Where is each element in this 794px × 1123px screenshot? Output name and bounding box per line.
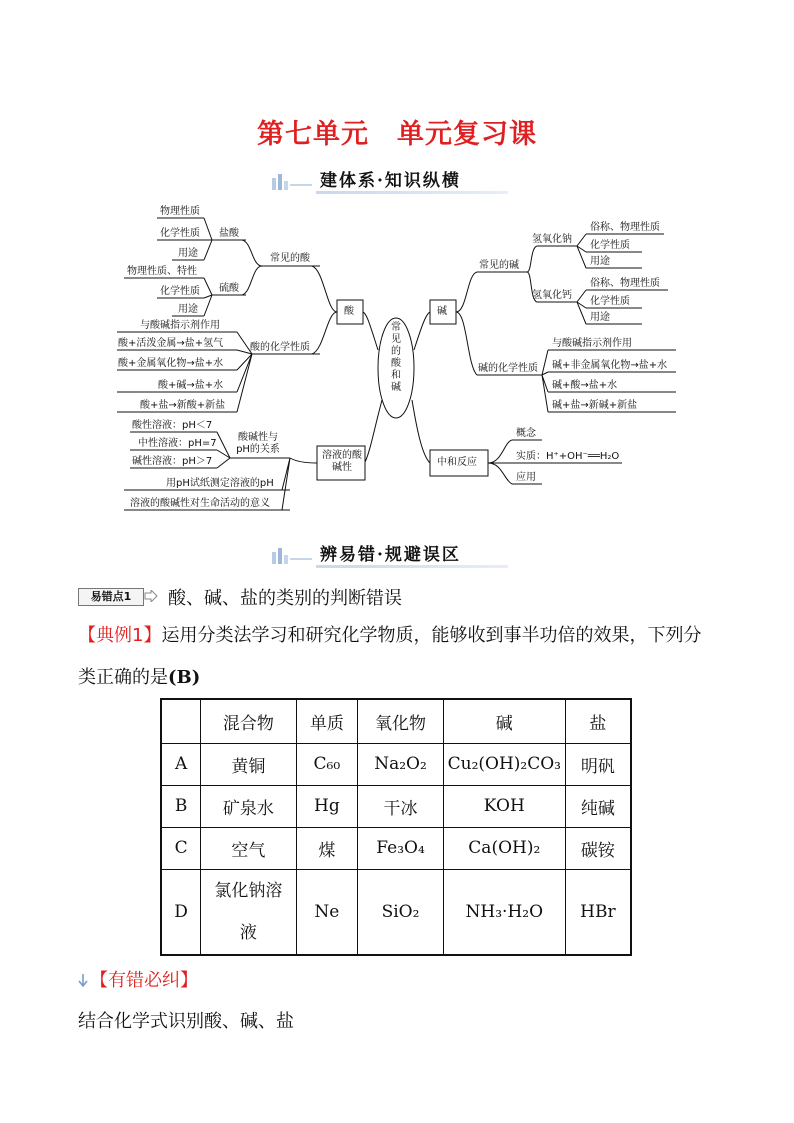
mm-hcl-item: 化学性质 [160, 228, 200, 239]
table-cell: Cu₂(OH)₂CO₃ [443, 743, 565, 785]
page-title: 第七单元 单元复习课 [257, 119, 537, 150]
mm-hcl-item: 物理性质 [160, 206, 200, 217]
mm-neutralization: 中和反应 [437, 457, 477, 468]
mm-base: 碱 [437, 306, 447, 317]
mm-neutral-item: 应用 [516, 472, 536, 483]
mm-acid-chem-item: 酸+金属氧化物→盐+水 [118, 358, 224, 369]
mm-base-chem-item: 碱+盐→新碱+新盐 [552, 400, 638, 411]
down-arrow-icon [78, 974, 88, 988]
table-cell: HBr [565, 869, 631, 955]
table-cell: A [161, 743, 201, 785]
table-cell: Hg [296, 785, 358, 827]
banner-text: 辨易错·规避误区 [320, 545, 461, 565]
example-text-line1: 运用分类法学习和研究化学物质，能够收到事半功倍的效果，下列分 [161, 625, 702, 646]
section-banner-knowledge [272, 166, 508, 194]
table-cell: C₆₀ [296, 743, 358, 785]
classification-table [160, 698, 632, 956]
bar-chart-icon [272, 172, 314, 190]
table-cell: KOH [443, 785, 565, 827]
section-banner-errors [272, 540, 508, 568]
mm-neutral-item: 概念 [516, 428, 536, 439]
mm-hcl-item: 用途 [178, 248, 198, 259]
mm-acid: 酸 [344, 306, 354, 317]
table-cell: D [161, 869, 201, 955]
tip-text: 结合化学式识别酸、碱、盐 [78, 1011, 294, 1032]
mm-naoh: 氢氧化钠 [532, 234, 572, 245]
mm-caoh-item: 化学性质 [590, 296, 630, 307]
mm-center-label: 常见的酸和碱 [391, 322, 401, 393]
table-row [161, 827, 631, 869]
error-point-tag: 易错点1 [78, 588, 144, 606]
mm-base-chem-item: 碱+非金属氧化物→盐+水 [552, 360, 668, 371]
mm-caoh: 氢氧化钙 [532, 290, 572, 301]
table-cell: C [161, 827, 201, 869]
table-cell: 煤 [296, 827, 358, 869]
table-header-cell: 混合物 [201, 699, 296, 743]
mm-ph-item: 酸性溶液：pH＜7 [132, 420, 213, 431]
table-cell: 空气 [201, 827, 296, 869]
table-cell: 黄铜 [201, 743, 296, 785]
table-cell: NH₃·H₂O [443, 869, 565, 955]
table-header-cell: 氧化物 [358, 699, 444, 743]
mm-common-acids: 常见的酸 [270, 253, 310, 264]
mm-h2so4-item: 用途 [178, 304, 198, 315]
tip-label: 【有错必纠】 [90, 970, 198, 991]
mm-h2so4-item: 化学性质 [160, 286, 200, 297]
table-cell: Fe₃O₄ [358, 827, 444, 869]
table-header-cell: 碱 [443, 699, 565, 743]
mm-naoh-item: 用途 [590, 256, 610, 267]
mm-base-chem: 碱的化学性质 [478, 363, 538, 374]
table-cell: SiO₂ [358, 869, 444, 955]
table-cell: 明矾 [565, 743, 631, 785]
mm-acid-chem-item: 酸+碱→盐+水 [158, 380, 224, 391]
table-header-cell: 盐 [565, 699, 631, 743]
mm-ph-relation: 酸碱性与pH的关系 [236, 432, 280, 455]
table-cell: Na₂O₂ [358, 743, 444, 785]
mm-ph-extra: 用pH试纸测定溶液的pH [166, 478, 274, 489]
mm-solution-acidity: 溶液的酸碱性 [322, 450, 362, 473]
mm-caoh-item: 用途 [590, 312, 610, 323]
mm-base-chem-item: 与酸碱指示剂作用 [552, 338, 632, 349]
table-row [161, 743, 631, 785]
mm-naoh-item: 俗称、物理性质 [590, 222, 660, 233]
example-text-line2: 类正确的是 [78, 667, 168, 688]
table-cell: Ne [296, 869, 358, 955]
mm-h2so4: 硫酸 [219, 283, 239, 294]
table-header-cell: 单质 [296, 699, 358, 743]
table-cell: 矿泉水 [201, 785, 296, 827]
mm-neutral-item: 实质：H⁺+OH⁻══H₂O [516, 451, 620, 462]
mm-naoh-item: 化学性质 [590, 240, 630, 251]
mindmap-labels [112, 200, 682, 520]
banner-text: 建体系·知识纵横 [320, 171, 461, 191]
mm-hcl: 盐酸 [219, 228, 239, 239]
mm-caoh-item: 俗称、物理性质 [590, 278, 660, 289]
table-cell: 干冰 [358, 785, 444, 827]
table-header-row [161, 699, 631, 743]
mm-base-chem-item: 碱+酸→盐+水 [552, 380, 618, 391]
arrow-icon [144, 590, 158, 602]
example-label: 【典例1】 [78, 625, 162, 646]
table-header-cell [161, 699, 201, 743]
mm-acid-chem: 酸的化学性质 [250, 342, 310, 353]
example-question [78, 624, 728, 648]
mm-h2so4-item: 物理性质、特性 [127, 266, 197, 277]
mm-ph-item: 中性溶液：pH=7 [138, 438, 217, 449]
example-answer: (B) [168, 667, 201, 688]
example-question-line2 [78, 666, 200, 690]
mm-acid-chem-item: 与酸碱指示剂作用 [140, 320, 220, 331]
table-row [161, 869, 631, 955]
table-cell: Ca(OH)₂ [443, 827, 565, 869]
mm-ph-extra: 溶液的酸碱性对生命活动的意义 [130, 498, 270, 509]
mm-ph-item: 碱性溶液：pH＞7 [132, 456, 213, 467]
mm-acid-chem-item: 酸+活泼金属→盐+氢气 [118, 338, 224, 349]
table-cell: B [161, 785, 201, 827]
mm-acid-chem-item: 酸+盐→新酸+新盐 [140, 400, 226, 411]
table-cell: 氯化钠溶液 [201, 869, 296, 955]
table-cell: 纯碱 [565, 785, 631, 827]
table-row [161, 785, 631, 827]
table-cell: 碳铵 [565, 827, 631, 869]
error-point-title: 酸、碱、盐的类别的判断错误 [168, 588, 402, 609]
bar-chart-icon [272, 546, 314, 564]
mm-common-bases: 常见的碱 [479, 260, 519, 271]
error-correction-heading [78, 966, 198, 992]
